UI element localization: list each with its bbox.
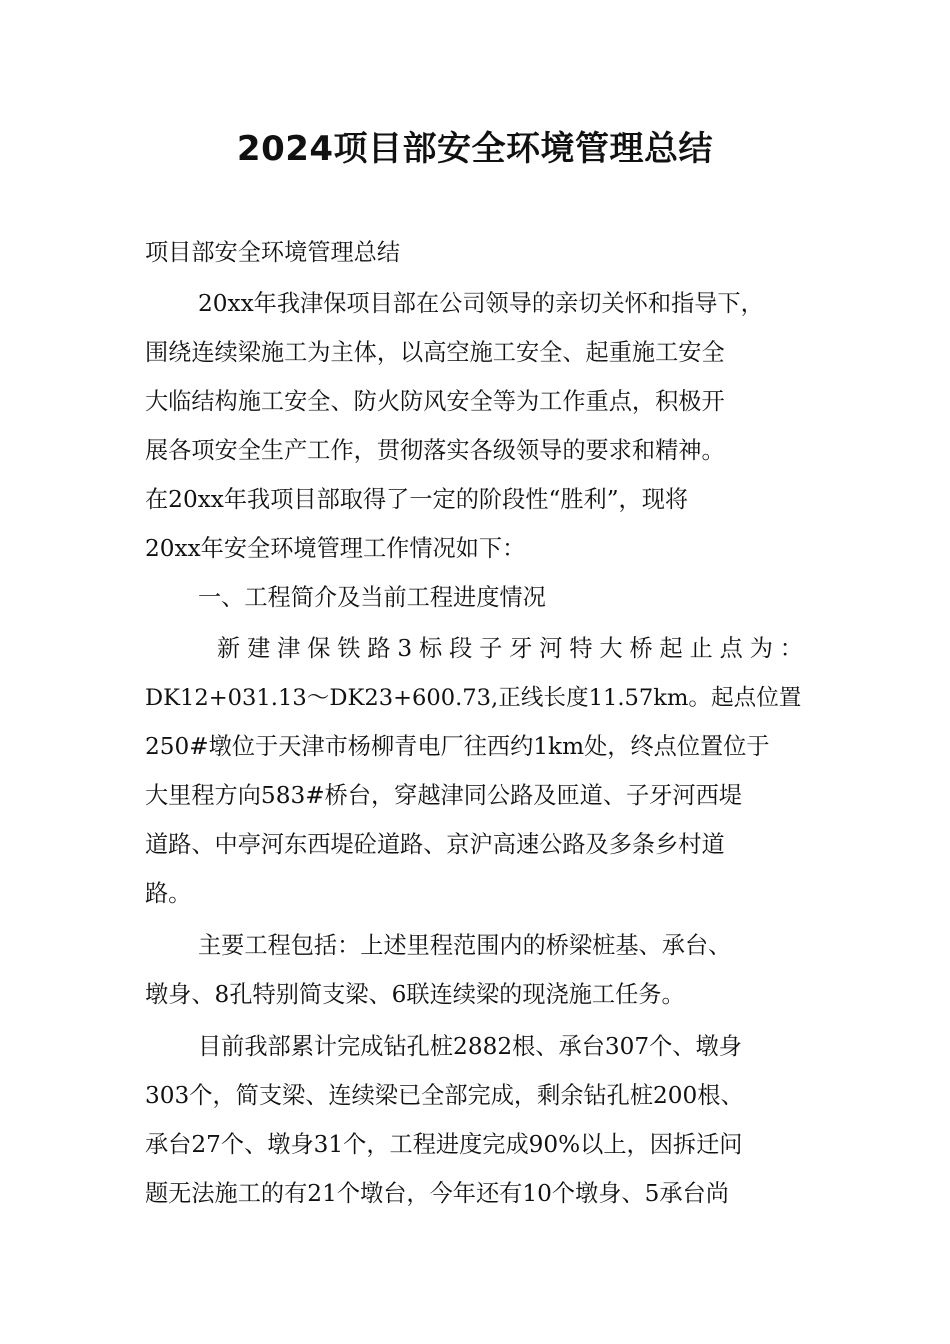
paragraph-line: 路。	[145, 880, 192, 907]
paragraph-line: 展各项安全生产工作，贯彻落实各级领导的要求和精神。	[145, 437, 725, 464]
paragraph-line: 主要工程包括：上述里程范围内的桥梁桩基、承台、	[198, 932, 732, 959]
paragraph-line: 在20xx年我项目部取得了一定的阶段性“胜利”，现将	[145, 486, 689, 513]
paragraph-line: 围绕连续梁施工为主体，以高空施工安全、起重施工安全	[145, 339, 725, 366]
paragraph-line: 道路、中亭河东西堤砼道路、京沪高速公路及多条乡村道	[145, 831, 725, 858]
paragraph-line: 墩身、8孔特别简支梁、6联连续梁的现浇施工任务。	[145, 981, 685, 1008]
paragraph-line: 目前我部累计完成钻孔桩2882根、承台307个、墩身	[198, 1033, 742, 1060]
paragraph-line: 20xx年安全环境管理工作情况如下：	[145, 535, 526, 562]
paragraph-line: 大里程方向583#桥台，穿越津同公路及匝道、子牙河西堤	[145, 782, 742, 809]
paragraph-line: 250#墩位于天津市杨柳青电厂往西约1km处，终点位置位于	[145, 733, 770, 760]
paragraph-line: 题无法施工的有21个墩台，今年还有10个墩身、5承台尚	[145, 1180, 729, 1207]
section-heading: 一、工程简介及当前工程进度情况	[198, 584, 546, 611]
document-subtitle: 项目部安全环境管理总结	[145, 239, 401, 266]
paragraph-line: 303个，简支梁、连续梁已全部完成，剩余钻孔桩200根、	[145, 1082, 744, 1109]
paragraph-line: 新建津保铁路3标段子牙河特大桥起止点为：	[217, 635, 803, 662]
paragraph-line: DK12+031.13～DK23+600.73,正线长度11.57km。起点位置	[145, 685, 802, 711]
paragraph-line: 20xx年我津保项目部在公司领导的亲切关怀和指导下，	[198, 290, 764, 317]
document-title: 2024项目部安全环境管理总结	[236, 129, 714, 169]
paragraph-line: 大临结构施工安全、防火防风安全等为工作重点，积极开	[145, 388, 725, 415]
paragraph-line: 承台27个、墩身31个，工程进度完成90%以上，因拆迁问	[145, 1131, 743, 1158]
